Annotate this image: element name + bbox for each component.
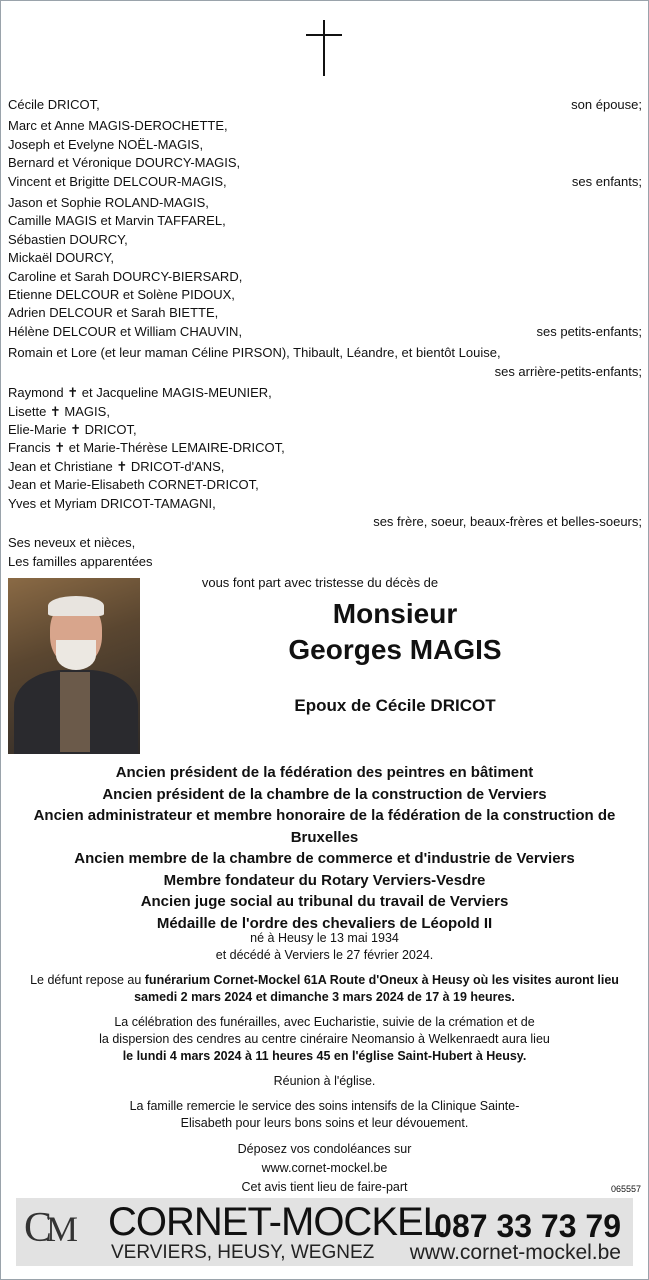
family-name: Joseph et Evelyne NOËL-MAGIS, xyxy=(8,136,204,152)
family-line xyxy=(8,384,642,402)
family-name: Camille MAGIS et Marvin TAFFAREL, xyxy=(8,213,226,229)
family-name: Raymond ✝ et Jacqueline MAGIS-MEUNIER, xyxy=(8,385,272,401)
honor-item: Ancien président de la fédération des peintres en bâtiment xyxy=(115,764,534,781)
family-name: Jean et Christiane ✝ DRICOT-d'ANS, xyxy=(8,458,225,474)
family-line xyxy=(8,136,642,154)
ceremony-line-2: la dispersion des cendres au centre cinéraire Neomansio à Welkenraedt aura lieu xyxy=(99,1032,550,1046)
brand-website[interactable]: www.cornet-mockel.be xyxy=(409,1241,621,1264)
brand-towns: VERVIERS, HEUSY, WEGNEZ xyxy=(111,1242,375,1263)
family-line xyxy=(8,421,642,439)
cm-logo: CM xyxy=(24,1205,73,1251)
honor-item: Ancien juge social au tribunal du travail de Verviers xyxy=(140,893,509,910)
thanks-line-1: La famille remercie le service des soins intensifs de la Clinique Sainte- xyxy=(129,1099,520,1113)
family-line xyxy=(8,323,642,341)
family-line xyxy=(8,231,642,249)
notice-text: Cet avis tient lieu de faire-part xyxy=(241,1180,408,1194)
family-relation: ses petits-enfants; xyxy=(536,323,642,339)
family-name: Jean et Marie-Elisabeth CORNET-DRICOT, xyxy=(8,477,259,493)
condolences-text: Déposez vos condoléances sur xyxy=(237,1142,412,1156)
family-line xyxy=(8,154,642,172)
family-line xyxy=(8,117,642,135)
ceremony-date: le lundi 4 mars 2024 à 11 heures 45 en l'église Saint-Hubert à Heusy. xyxy=(122,1049,527,1063)
family-name: Marc et Anne MAGIS-DEROCHETTE, xyxy=(8,118,228,134)
death-text: et décédé à Verviers le 27 février 2024. xyxy=(215,948,434,962)
family-relation: son épouse; xyxy=(571,97,642,112)
deceased-name: Georges MAGIS xyxy=(288,634,502,665)
family-name: Elie-Marie ✝ DRICOT, xyxy=(8,421,137,437)
family-name: Ses neveux et nièces, xyxy=(8,535,136,551)
family-list xyxy=(8,96,642,592)
deceased-title: Monsieur xyxy=(332,598,458,629)
family-group xyxy=(8,117,642,191)
family-name: Hélène DELCOUR et William CHAUVIN, xyxy=(8,323,243,339)
family-line xyxy=(8,268,642,286)
ceremony-line-1: La célébration des funérailles, avec Eucharistie, suivie de la crémation et de xyxy=(114,1015,535,1029)
family-name: Les familles apparentées xyxy=(8,553,153,569)
family-name: Francis ✝ et Marie-Thérèse LEMAIRE-DRICOT, xyxy=(8,440,285,456)
deceased-spouse: Epoux de Cécile DRICOT xyxy=(294,696,496,715)
family-line xyxy=(8,495,642,513)
family-line xyxy=(8,458,642,476)
family-name: Mickaël DOURCY, xyxy=(8,250,114,266)
birth-text: né à Heusy le 13 mai 1934 xyxy=(250,931,399,945)
family-relation: ses frère, soeur, beaux-frères et belles-soeurs; xyxy=(373,513,642,529)
deceased-block xyxy=(180,596,610,716)
family-line xyxy=(8,173,642,191)
family-relation: ses enfants; xyxy=(571,173,642,189)
family-line xyxy=(8,476,642,494)
family-group xyxy=(8,194,642,341)
condolences-link[interactable]: www.cornet-mockel.be xyxy=(261,1161,388,1175)
family-line xyxy=(8,96,642,114)
family-name: Jason et Sophie ROLAND-MAGIS, xyxy=(8,195,209,211)
family-line xyxy=(8,553,642,571)
thanks-line-2: Elisabeth pour leurs bons soins et leur dévouement. xyxy=(180,1116,469,1130)
announcement-intro: vous font part avec tristesse du décès de xyxy=(201,575,439,591)
family-group xyxy=(8,534,642,571)
family-line xyxy=(8,249,642,267)
details xyxy=(0,930,649,1205)
family-group xyxy=(8,96,642,114)
brand-phone: 087 33 73 79 xyxy=(434,1208,621,1244)
family-name: Cécile DRICOT, xyxy=(8,97,100,112)
brand-name: CORNET-MOCKEL xyxy=(108,1200,444,1244)
family-line xyxy=(8,304,642,322)
funeral-home-banner xyxy=(16,1198,633,1266)
family-line xyxy=(8,534,642,552)
reference-number: 065557 xyxy=(610,1184,641,1194)
family-line xyxy=(8,344,642,362)
family-line xyxy=(8,194,642,212)
repose-details: funérarium Cornet-Mockel 61A Route d'Oneux à Heusy où les visites auront lieu samedi 2 mars 2024 et dimanche 3 mars 2024 de 17 à 19 heures. xyxy=(134,973,619,1004)
family-relation: ses arrière-petits-enfants; xyxy=(494,363,642,379)
family-group xyxy=(8,344,642,381)
family-name: Caroline et Sarah DOURCY-BIERSARD, xyxy=(8,268,243,284)
family-name: Romain et Lore (et leur maman Céline PIRSON), Thibault, Léandre, et bientôt Louise, xyxy=(8,345,501,361)
honor-item: Membre fondateur du Rotary Verviers-Vesdre xyxy=(163,871,486,889)
honor-item: Ancien membre de la chambre de commerce et d'industrie de Verviers xyxy=(74,850,575,867)
honor-item: Ancien administrateur et membre honoraire de la fédération de la construction de Bruxelles xyxy=(33,807,616,846)
repose-intro: Le défunt repose au xyxy=(30,973,145,987)
family-name: Etienne DELCOUR et Solène PIDOUX, xyxy=(8,287,235,303)
cross-icon xyxy=(306,20,342,76)
family-name: Yves et Myriam DRICOT-TAMAGNI, xyxy=(8,495,216,511)
family-group xyxy=(8,384,642,531)
honor-item: Médaille de l'ordre des chevaliers de Léopold II xyxy=(156,914,493,932)
family-name: Adrien DELCOUR et Sarah BIETTE, xyxy=(8,305,219,321)
family-name: Sébastien DOURCY, xyxy=(8,231,128,247)
honors-list xyxy=(0,762,649,934)
family-name: Vincent et Brigitte DELCOUR-MAGIS, xyxy=(8,173,227,189)
honor-item: Ancien président de la chambre de la construction de Verviers xyxy=(102,785,547,803)
family-line xyxy=(8,439,642,457)
family-line xyxy=(8,286,642,304)
family-name: Bernard et Véronique DOURCY-MAGIS, xyxy=(8,155,241,171)
deceased-photo xyxy=(8,578,140,754)
meeting-text: Réunion à l'église. xyxy=(273,1074,376,1088)
family-name: Lisette ✝ MAGIS, xyxy=(8,403,110,419)
family-line xyxy=(8,212,642,230)
family-line xyxy=(8,403,642,421)
